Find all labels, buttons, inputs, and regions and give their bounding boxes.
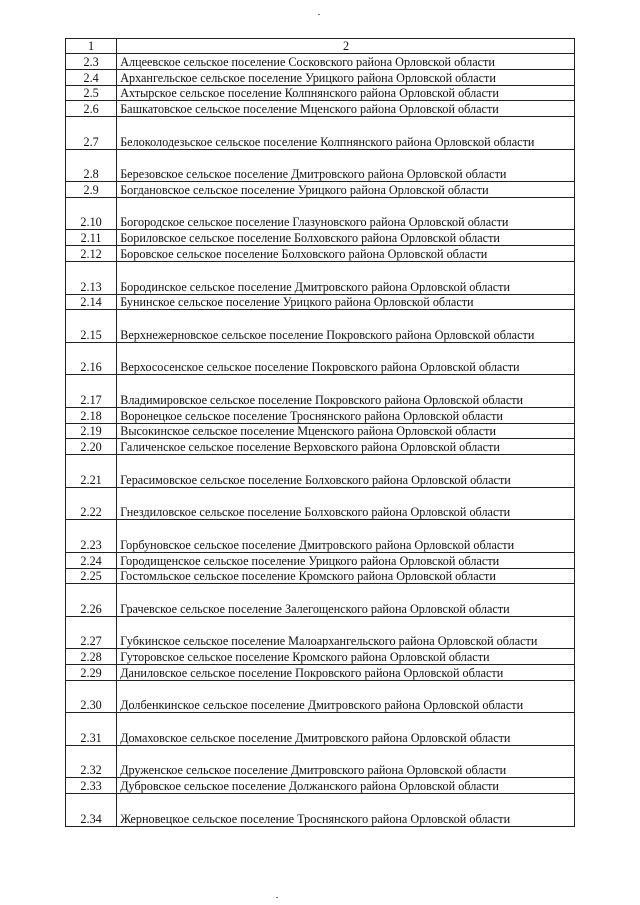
settlement-name: Домаховское сельское поселение Дмитровского района Орловской области xyxy=(117,713,575,746)
row-number: 2.25 xyxy=(66,568,117,584)
row-number: 2.14 xyxy=(66,294,117,310)
row-number: 2.24 xyxy=(66,552,117,568)
row-number: 2.18 xyxy=(66,407,117,423)
settlement-name: Верхососенское сельское поселение Покровского района Орловской области xyxy=(117,342,575,375)
table-row xyxy=(66,149,575,182)
settlement-name: Грачевское сельское поселение Залегощенского района Орловской области xyxy=(117,584,575,617)
table-row xyxy=(66,584,575,617)
row-number: 2.22 xyxy=(66,487,117,520)
row-number: 2.6 xyxy=(66,101,117,117)
row-number: 2.8 xyxy=(66,149,117,182)
row-number: 2.9 xyxy=(66,182,117,198)
settlements-table xyxy=(65,38,575,827)
table-row xyxy=(66,680,575,713)
settlement-name: Белоколодезьское сельское поселение Колпнянского района Орловской области xyxy=(117,117,575,150)
settlement-name: Дубровское сельское поселение Должанского района Орловской области xyxy=(117,778,575,794)
table-row xyxy=(66,665,575,681)
table-row xyxy=(66,455,575,488)
row-number: 2.16 xyxy=(66,342,117,375)
scan-speck-top xyxy=(318,14,320,15)
table-row xyxy=(66,552,575,568)
table-row xyxy=(66,54,575,70)
row-number: 2.26 xyxy=(66,584,117,617)
settlement-name: Ахтырское сельское поселение Колпнянского района Орловской области xyxy=(117,85,575,101)
table-row xyxy=(66,310,575,343)
settlement-name: Богдановское сельское поселение Урицкого района Орловской области xyxy=(117,182,575,198)
settlement-name: Гостомльское сельское поселение Кромского района Орловской области xyxy=(117,568,575,584)
table-row xyxy=(66,117,575,150)
header-col-2: 2 xyxy=(117,39,575,54)
table-row xyxy=(66,85,575,101)
row-number: 2.21 xyxy=(66,455,117,488)
settlement-name: Герасимовское сельское поселение Болховского района Орловской области xyxy=(117,455,575,488)
settlement-name: Губкинское сельское поселение Малоархангельского района Орловской области xyxy=(117,616,575,649)
row-number: 2.10 xyxy=(66,197,117,230)
settlement-name: Бородинское сельское поселение Дмитровского района Орловской области xyxy=(117,262,575,295)
settlement-name: Алцеевское сельское поселение Сосковского района Орловской области xyxy=(117,54,575,70)
row-number: 2.13 xyxy=(66,262,117,295)
table-row xyxy=(66,520,575,553)
row-number: 2.34 xyxy=(66,794,117,827)
table-row xyxy=(66,745,575,778)
table-row xyxy=(66,101,575,117)
table-row xyxy=(66,649,575,665)
row-number: 2.3 xyxy=(66,54,117,70)
settlement-name: Архангельское сельское поселение Урицкого района Орловской области xyxy=(117,69,575,85)
row-number: 2.17 xyxy=(66,375,117,408)
settlements-table-body xyxy=(66,39,575,827)
table-row xyxy=(66,69,575,85)
table-row xyxy=(66,407,575,423)
settlement-name: Богородское сельское поселение Глазуновского района Орловской области xyxy=(117,197,575,230)
settlement-name: Долбенкинское сельское поселение Дмитровского района Орловской области xyxy=(117,680,575,713)
table-row xyxy=(66,616,575,649)
table-row xyxy=(66,568,575,584)
settlement-name: Верхнежерновское сельское поселение Покровского района Орловской области xyxy=(117,310,575,343)
settlement-name: Владимировское сельское поселение Покровского района Орловской области xyxy=(117,375,575,408)
row-number: 2.27 xyxy=(66,616,117,649)
table-row xyxy=(66,262,575,295)
row-number: 2.12 xyxy=(66,246,117,262)
settlement-name: Боровское сельское поселение Болховского района Орловской области xyxy=(117,246,575,262)
settlement-name: Друженское сельское поселение Дмитровского района Орловской области xyxy=(117,745,575,778)
scan-speck-bottom xyxy=(276,897,278,898)
row-number: 2.7 xyxy=(66,117,117,150)
table-row xyxy=(66,230,575,246)
table-row xyxy=(66,778,575,794)
table-row xyxy=(66,342,575,375)
table-row xyxy=(66,713,575,746)
row-number: 2.15 xyxy=(66,310,117,343)
row-number: 2.11 xyxy=(66,230,117,246)
table-row xyxy=(66,246,575,262)
row-number: 2.31 xyxy=(66,713,117,746)
settlement-name: Высокинское сельское поселение Мценского района Орловской области xyxy=(117,423,575,439)
row-number: 2.4 xyxy=(66,69,117,85)
table-row xyxy=(66,294,575,310)
table-row xyxy=(66,182,575,198)
row-number: 2.32 xyxy=(66,745,117,778)
header-col-1: 1 xyxy=(66,39,117,54)
row-number: 2.33 xyxy=(66,778,117,794)
settlement-name: Воронецкое сельское поселение Троснянского района Орловской области xyxy=(117,407,575,423)
settlement-name: Горбуновское сельское поселение Дмитровского района Орловской области xyxy=(117,520,575,553)
row-number: 2.30 xyxy=(66,680,117,713)
header-row xyxy=(66,39,575,54)
settlement-name: Бунинское сельское поселение Урицкого района Орловской области xyxy=(117,294,575,310)
table-row xyxy=(66,375,575,408)
table-row xyxy=(66,423,575,439)
row-number: 2.5 xyxy=(66,85,117,101)
row-number: 2.28 xyxy=(66,649,117,665)
row-number: 2.20 xyxy=(66,439,117,455)
settlement-name: Гуторовское сельское поселение Кромского района Орловской области xyxy=(117,649,575,665)
settlement-name: Городищенское сельское поселение Урицкого района Орловской области xyxy=(117,552,575,568)
row-number: 2.29 xyxy=(66,665,117,681)
settlement-name: Жерновецкое сельское поселение Троснянского района Орловской области xyxy=(117,794,575,827)
settlement-name: Даниловское сельское поселение Покровского района Орловской области xyxy=(117,665,575,681)
table-row xyxy=(66,794,575,827)
settlement-name: Гнездиловское сельское поселение Болховского района Орловской области xyxy=(117,487,575,520)
settlement-name: Башкатовское сельское поселение Мценского района Орловской области xyxy=(117,101,575,117)
table-row xyxy=(66,487,575,520)
row-number: 2.23 xyxy=(66,520,117,553)
row-number: 2.19 xyxy=(66,423,117,439)
settlement-name: Бориловское сельское поселение Болховского района Орловской области xyxy=(117,230,575,246)
settlement-name: Галиченское сельское поселение Верховского района Орловской области xyxy=(117,439,575,455)
table-row xyxy=(66,439,575,455)
table-row xyxy=(66,197,575,230)
settlement-name: Березовское сельское поселение Дмитровского района Орловской области xyxy=(117,149,575,182)
